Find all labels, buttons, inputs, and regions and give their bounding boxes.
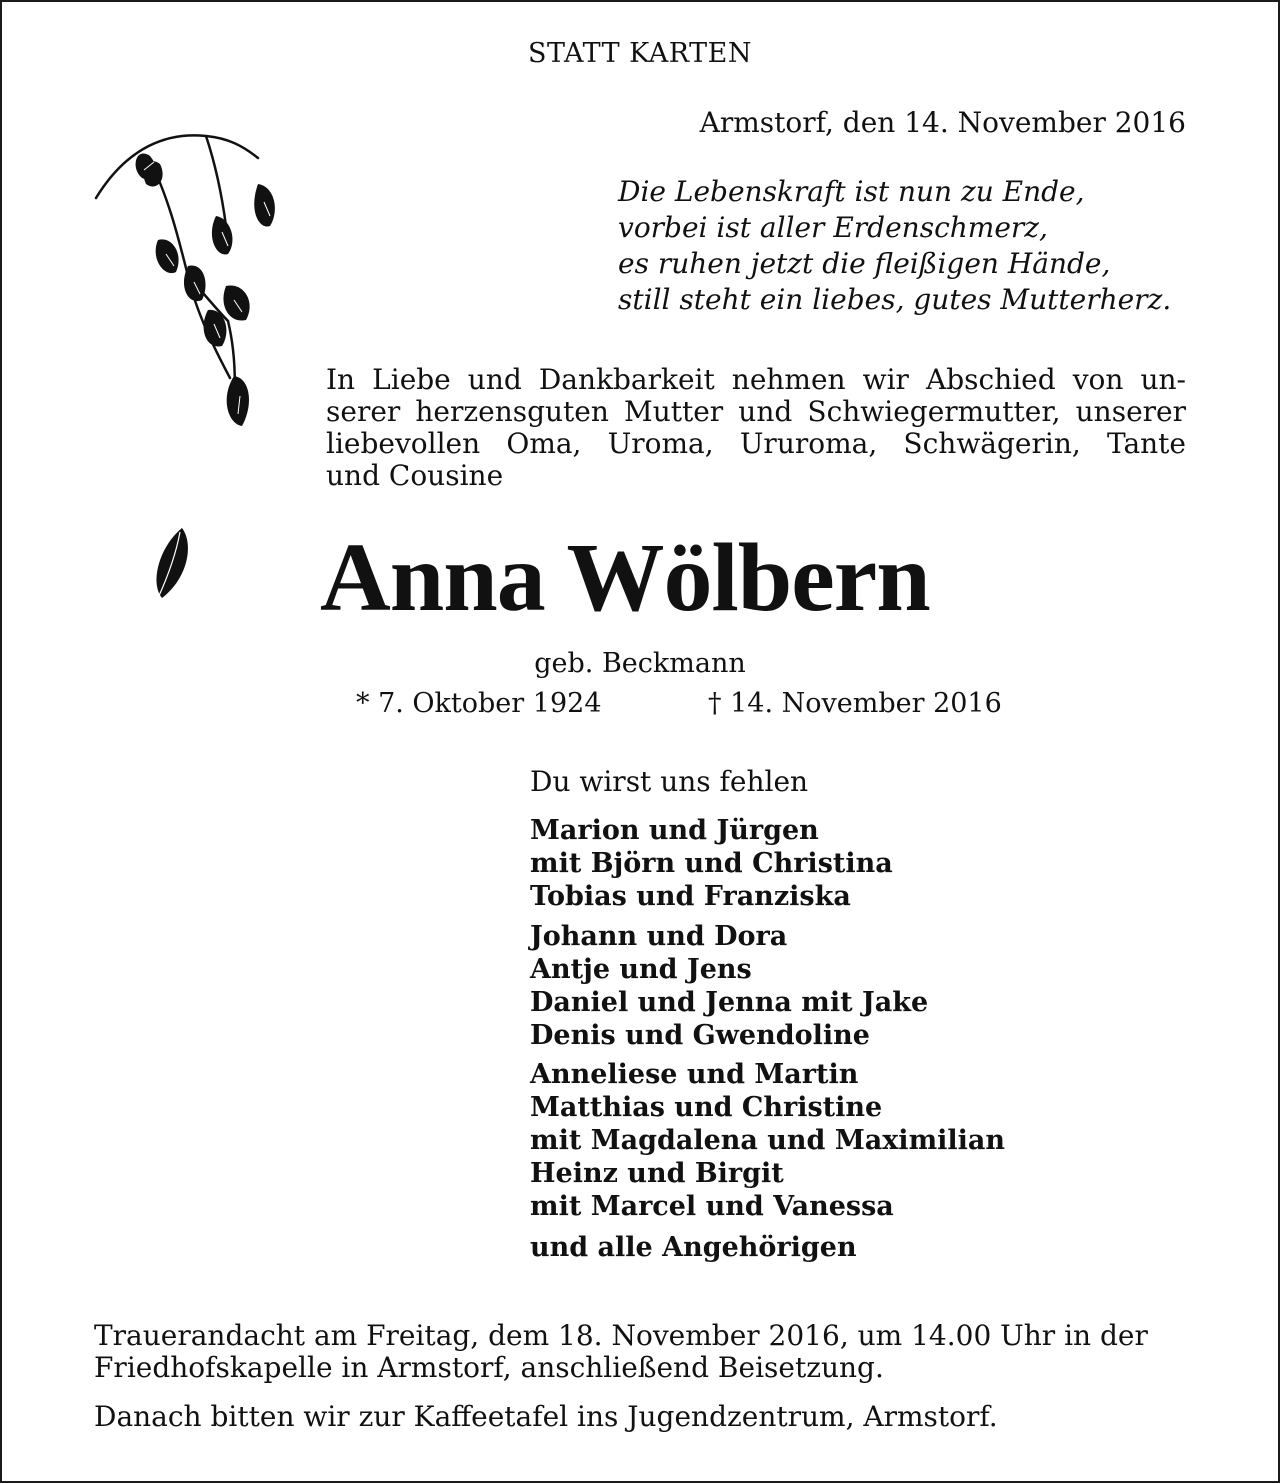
leaf-branch-illustration bbox=[88, 126, 288, 436]
poem-line: es ruhen jetzt die fleißigen Hände, bbox=[618, 247, 1111, 280]
family-line: Heinz und Birgit bbox=[530, 1158, 784, 1189]
dateline: Armstorf, den 14. November 2016 bbox=[699, 106, 1186, 139]
family-group bbox=[530, 920, 928, 1052]
family-line: Johann und Dora bbox=[530, 921, 788, 952]
family-line: Antje und Jens bbox=[530, 954, 752, 985]
intro-line: liebevollen Oma, Uroma, Ururoma, Schwägerin, Tante bbox=[326, 427, 1186, 460]
family-line: mit Magdalena und Maximilian bbox=[530, 1125, 1006, 1156]
family-group bbox=[530, 814, 893, 913]
deceased-name: Anna Wölbern bbox=[320, 524, 930, 632]
service-line: Trauerandacht am Freitag, dem 18. November 2016, um 14.00 Uhr in der bbox=[94, 1319, 1148, 1352]
family-line: mit Björn und Christina bbox=[530, 848, 893, 879]
family-line: und alle Angehörigen bbox=[530, 1232, 857, 1263]
intro-line: serer herzensguten Mutter und Schwiegermutter, unserer bbox=[326, 395, 1186, 428]
family-group bbox=[530, 1058, 1005, 1223]
family-line: Matthias und Christine bbox=[530, 1092, 883, 1123]
intro-line: und Cousine bbox=[326, 459, 504, 492]
family-group bbox=[530, 1231, 857, 1264]
maiden-name: geb. Beckmann bbox=[534, 648, 746, 679]
reception-info: Danach bitten wir zur Kaffeetafel ins Jugendzentrum, Armstorf. bbox=[94, 1400, 998, 1433]
falling-leaf-icon bbox=[148, 524, 194, 604]
header-statt-karten: STATT KARTEN bbox=[528, 38, 752, 69]
service-line: Friedhofskapelle in Armstorf, anschließend Beisetzung. bbox=[94, 1351, 884, 1384]
family-line: Anneliese und Martin bbox=[530, 1059, 859, 1090]
farewell-line: Du wirst uns fehlen bbox=[530, 765, 809, 798]
death-date: † 14. November 2016 bbox=[708, 688, 1002, 719]
service-info bbox=[94, 1320, 1148, 1384]
poem bbox=[618, 174, 1171, 318]
intro-paragraph bbox=[326, 364, 1186, 492]
family-line: mit Marcel und Vanessa bbox=[530, 1191, 894, 1222]
family-line: Daniel und Jenna mit Jake bbox=[530, 987, 929, 1018]
poem-line: still steht ein liebes, gutes Mutterherz. bbox=[618, 283, 1172, 316]
birth-date: * 7. Oktober 1924 bbox=[356, 688, 602, 719]
family-line: Marion und Jürgen bbox=[530, 815, 819, 846]
intro-line: In Liebe und Dankbarkeit nehmen wir Abschied von un- bbox=[326, 363, 1186, 396]
poem-line: vorbei ist aller Erdenschmerz, bbox=[618, 211, 1048, 244]
family-line: Tobias und Franziska bbox=[530, 881, 851, 912]
family-line: Denis und Gwendoline bbox=[530, 1020, 870, 1051]
poem-line: Die Lebenskraft ist nun zu Ende, bbox=[618, 175, 1085, 208]
